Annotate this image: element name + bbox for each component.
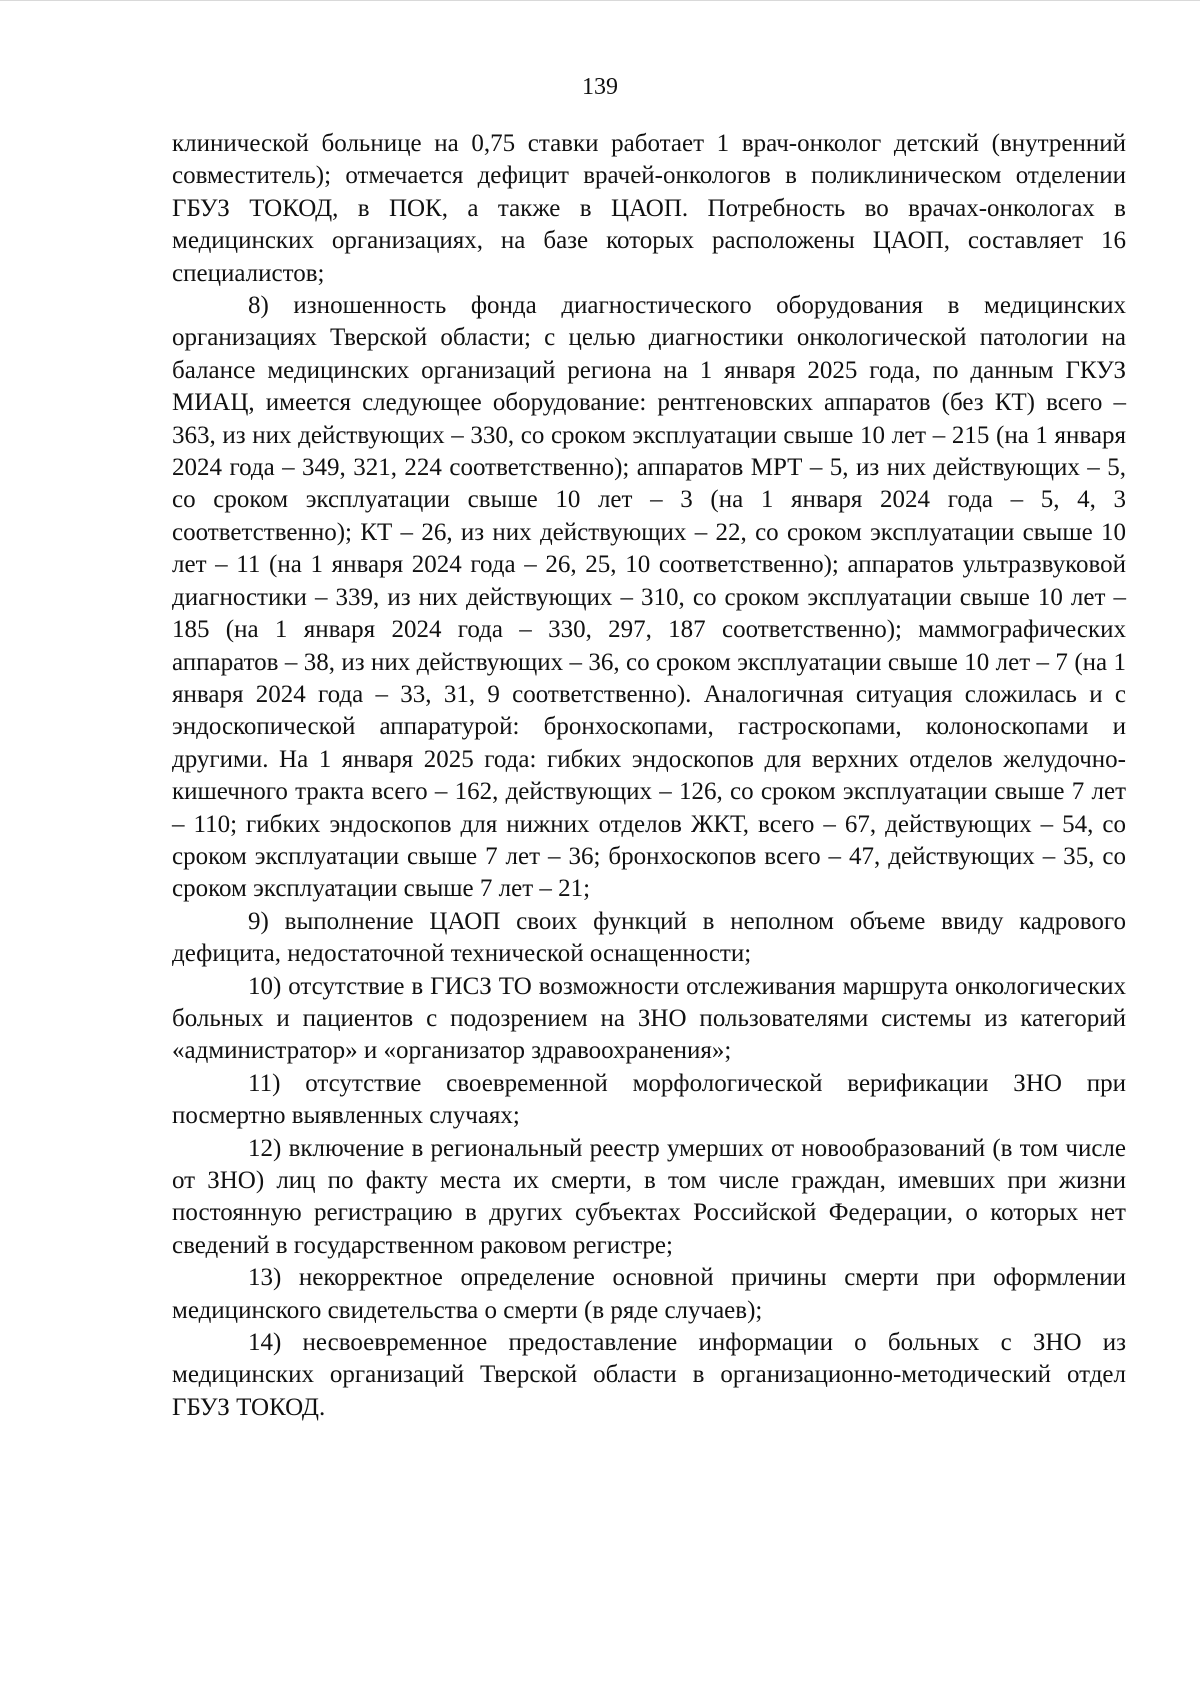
body-text (172, 128, 1126, 1424)
top-edge-line (0, 0, 1200, 1)
paragraph-continuation: клинической больнице на 0,75 ставки работает 1 врач-онколог детский (внутренний совместитель); отмечается дефицит врачей-онкологов в поликлиническом отделении ГБУЗ ТОКОД, в ПОК, а также в ЦАОП. Потребность во врачах-онкологах в медицинских организациях, на базе которых расположены ЦАОП, составляет 16 специалистов; (172, 130, 1126, 287)
list-item-11: 11) отсутствие своевременной морфологической верификации ЗНО при посмертно выявленных случаях; (172, 1069, 1126, 1130)
list-item-8: 8) изношенность фонда диагностического оборудования в медицинских организациях Тверской области; с целью диагностики онкологической патологии на балансе медицинских организаций региона на 1 января 2025 года, по данным ГКУЗ МИАЦ, имеется следующее оборудование: рентгеновских аппаратов (без КТ) всего – 363, из них действующих – 330, со сроком эксплуатации свыше 10 лет – 215 (на 1 января 2024 года – 349, 321, 224 соответственно); аппаратов МРТ – 5, из них действующих – 5, со сроком эксплуатации свыше 10 лет – 3 (на 1 января 2024 года – 5, 4, 3 соответственно); КТ – 26, из них действующих – 22, со сроком эксплуатации свыше 10 лет – 11 (на 1 января 2024 года – 26, 25, 10 соответственно); аппаратов ультразвуковой диагностики – 339, из них действующих – 310, со сроком эксплуатации свыше 10 лет – 185 (на 1 января 2024 года – 330, 297, 187 соответственно); маммографических аппаратов – 38, из них действующих – 36, со сроком эксплуатации свыше 10 лет – 7 (на 1 января 2024 года – 33, 31, 9 соответственно). Аналогичная ситуация сложилась и с эндоскопической аппаратурой: бронхоскопами, гастроскопами, колоноскопами и другими. На 1 января 2025 года: гибких эндоскопов для верхних отделов желудочно-кишечного тракта всего – 162, действующих – 126, со сроком эксплуатации свыше 7 лет – 110; гибких эндоскопов для нижних отделов ЖКТ, всего – 67, действующих – 54, со сроком эксплуатации свыше 7 лет – 36; бронхоскопов всего – 47, действующих – 35, со сроком эксплуатации свыше 7 лет – 21; (172, 292, 1126, 903)
list-item-13: 13) некорректное определение основной причины смерти при оформлении медицинского свидетельства о смерти (в ряде случаев); (172, 1264, 1126, 1324)
list-item-9: 9) выполнение ЦАОП своих функций в неполном объеме ввиду кадрового дефицита, недостаточной технической оснащенности; (172, 907, 1126, 968)
page-number: 139 (582, 74, 618, 100)
list-item-10: 10) отсутствие в ГИСЗ ТО возможности отслеживания маршрута онкологических больных и пациентов с подозрением на ЗНО пользователями системы из категорий «администратор» и «организатор здравоохранения»; (172, 972, 1126, 1065)
list-item-14: 14) несвоевременное предоставление информации о больных с ЗНО из медицинских организаций Тверской области в организационно-методический отдел ГБУЗ ТОКОД. (172, 1329, 1126, 1421)
list-item-12: 12) включение в региональный реестр умерших от новообразований (в том числе от ЗНО) лиц по факту места их смерти, в том числе граждан, имевших при жизни постоянную регистрацию в других субъектах Российской Федерации, о которых нет сведений в государственном раковом регистре; (172, 1134, 1126, 1259)
